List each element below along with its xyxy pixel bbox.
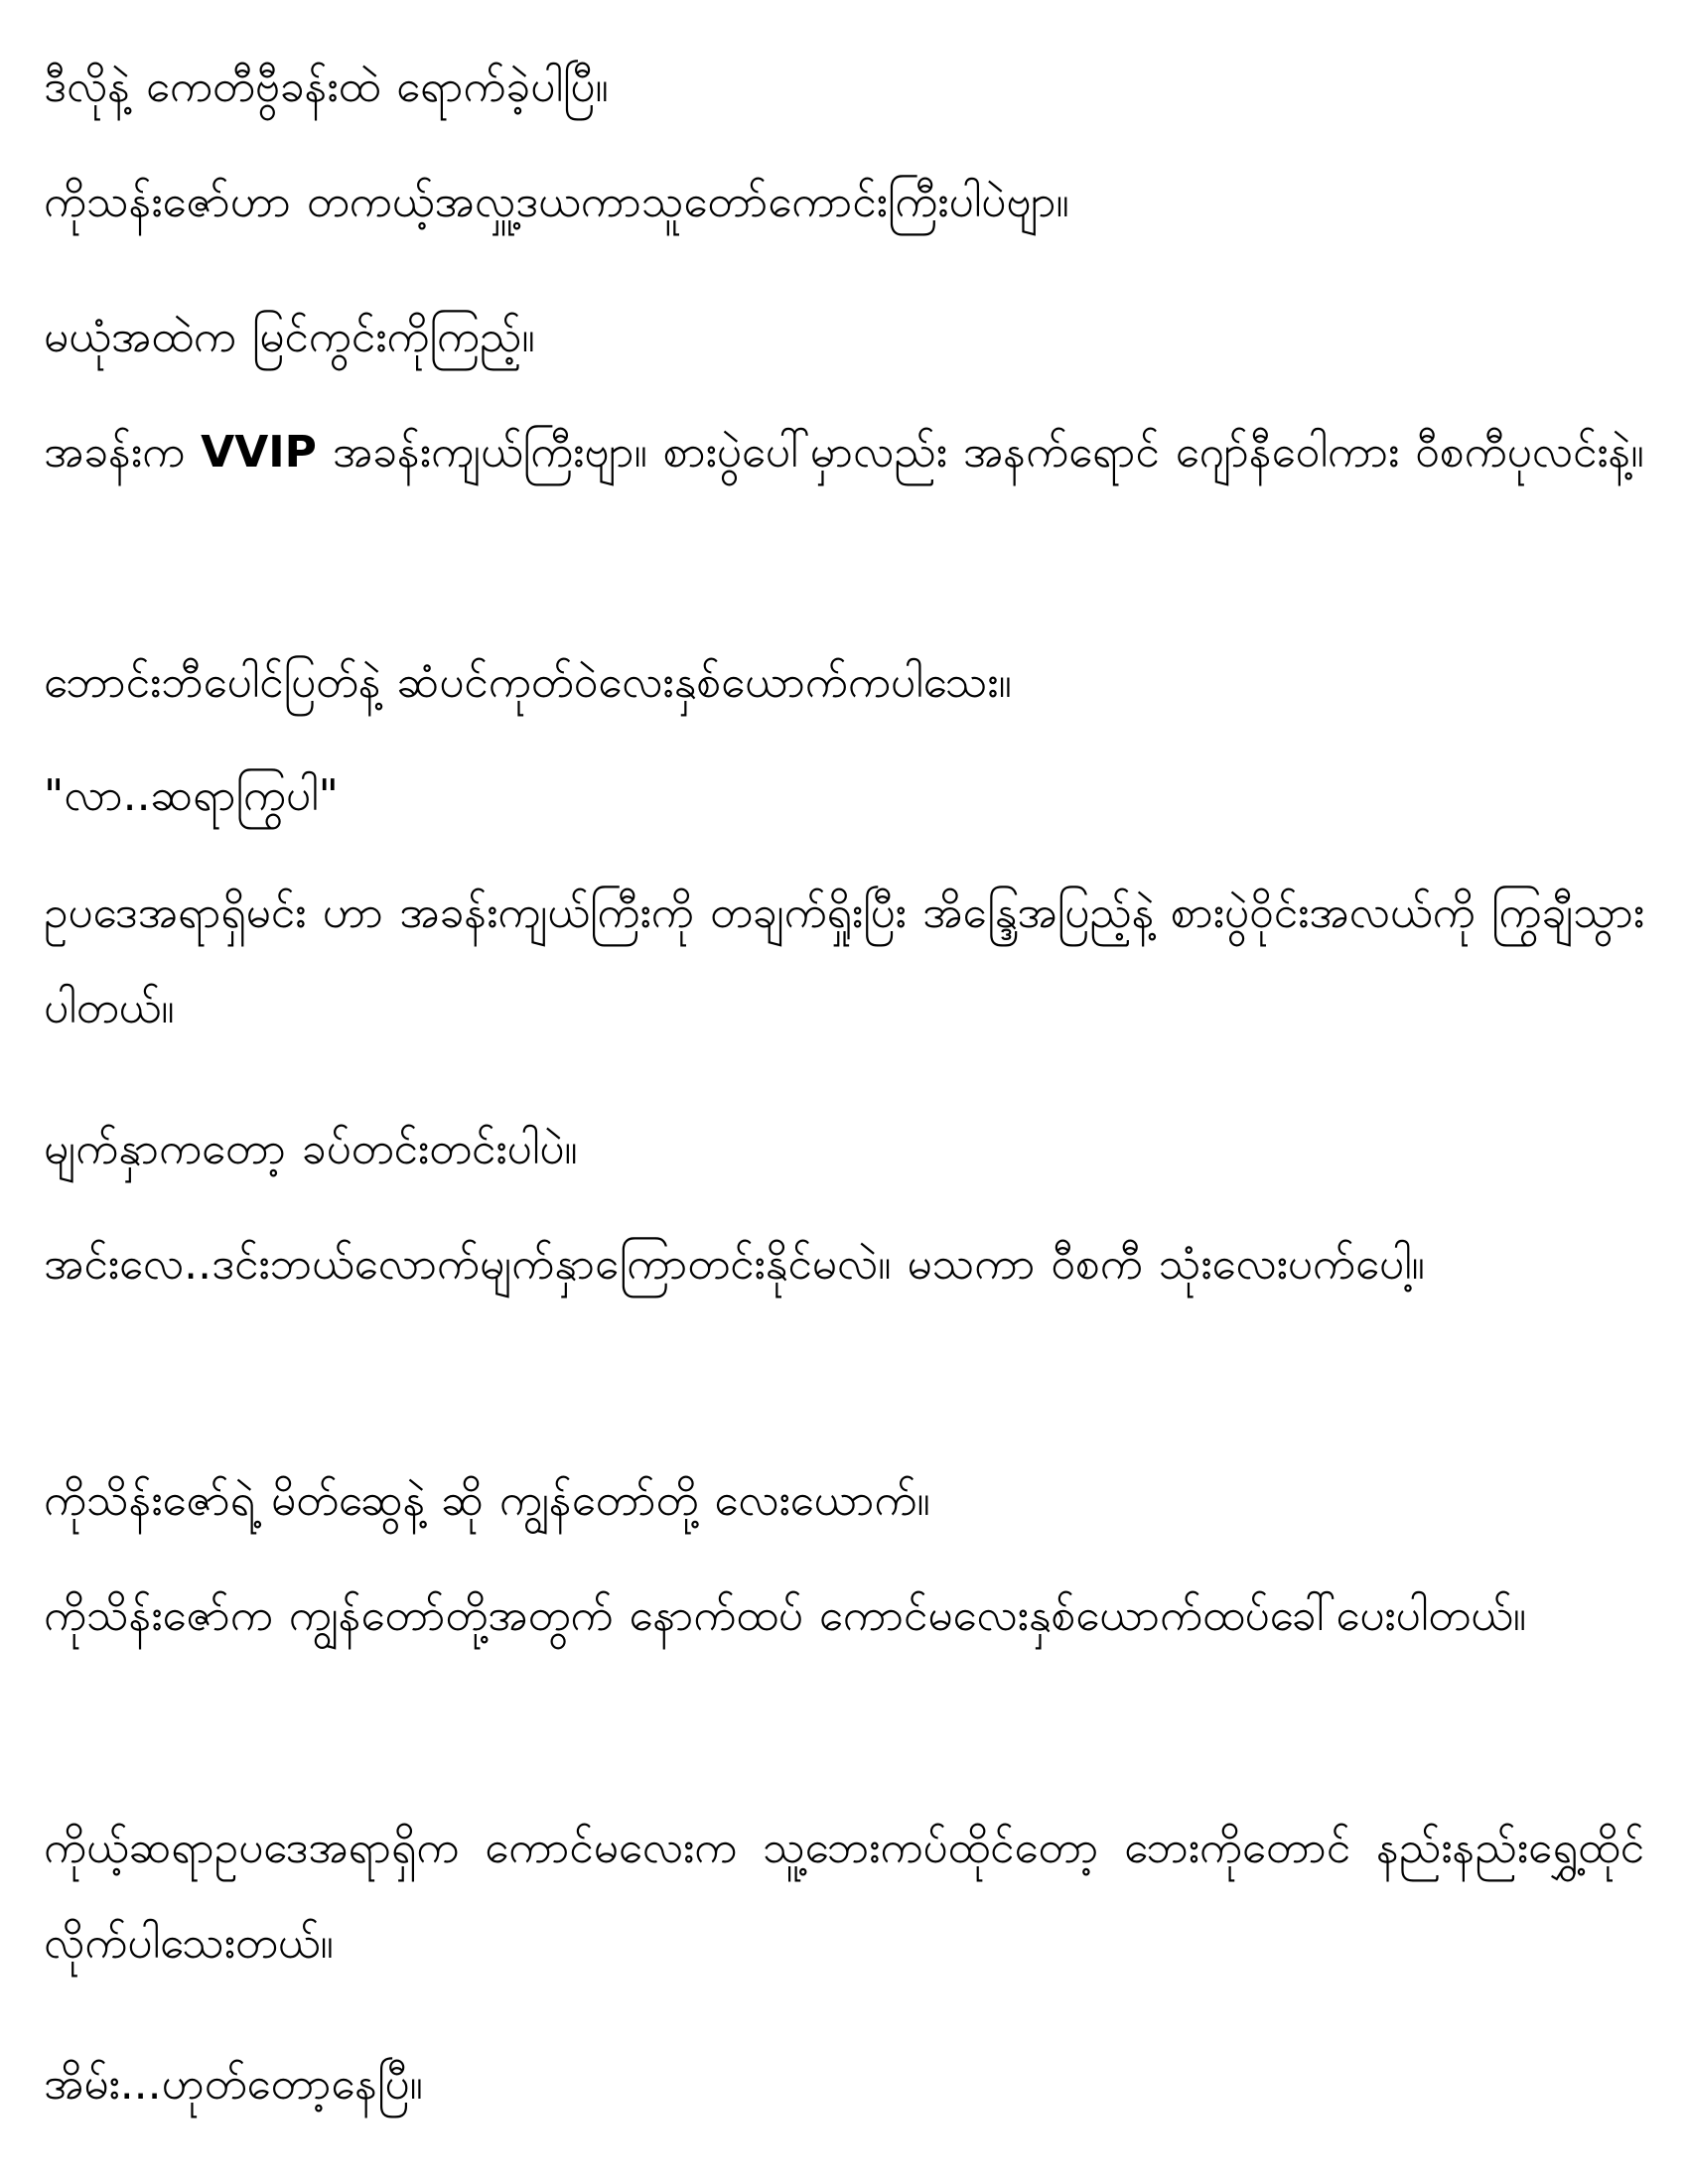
paragraph-text: အခန်းက bbox=[44, 427, 202, 478]
paragraph: ကိုယ့်ဆရာဥပဒေအရာရှိက ကောင်မလေးက သူ့ဘေးကပ်ထိုင်တော့ ဘေးကိုတောင် နည်းနည်းရွှေ့ထိုင်လိုက်ပါသေးတယ်။ bbox=[44, 1823, 1644, 1969]
paragraph: အိမ်း...ဟုတ်တော့နေပြီ။ bbox=[44, 2059, 423, 2110]
room-class-label: VVIP bbox=[201, 427, 317, 478]
paragraph: ဥပဒေအရာရှိမင်း ဟာ အခန်းကျယ်ကြီးကို တချက်ရှိုးပြီး အိန္ဒြေအပြည့်နဲ့ စားပွဲဝိုင်းအလယ်ကို ကြွချီသွားပါတယ်။ bbox=[44, 887, 1644, 1033]
paragraph: ကိုသိန်းဇော်ရဲ့ မိတ်ဆွေနဲ့ ဆို ကျွန်တော်တို့ လေးယောက်။ bbox=[44, 1475, 930, 1526]
paragraph: မျက်နှာကတော့ ခပ်တင်းတင်းပါပဲ။ bbox=[44, 1124, 578, 1174]
paragraph: အင်းလေ..ဒင်းဘယ်လောက်မျက်နှာကြောတင်းနိုင်မလဲ။ မသကာ ဝီစကီ သုံးလေးပက်ပေါ့။ bbox=[44, 1239, 1425, 1290]
paragraph bbox=[44, 405, 1644, 500]
paragraph: ကိုသိန်းဇော်က ကျွန်တော်တို့အတွက် နောက်ထပ် ကောင်မလေးနှစ်ယောက်ထပ်ခေါ်ပေးပါတယ်။ bbox=[44, 1590, 1527, 1641]
paragraph-text: အခန်းကျယ်ကြီးဗျာ။ စားပွဲပေါ်မှာလည်း အနက်ရောင် ဂျော်နီဝေါကား ဝီစကီပုလင်းနဲ့။ bbox=[316, 427, 1644, 478]
paragraph: ကိုသန်းဇော်ဟာ တကယ့်အလှူ့ဒယကာသူတော်ကောင်းကြီးပါပဲဗျာ။ bbox=[44, 177, 1069, 227]
dialogue-line: "လာ..ဆရာကြွပါ" bbox=[44, 770, 339, 821]
paragraph: မယုံအထဲက မြင်ကွင်းကိုကြည့်။ bbox=[44, 312, 535, 362]
paragraph: ဘောင်းဘီပေါင်ပြတ်နဲ့ ဆံပင်ကုတ်ဝဲလေးနှစ်ယောက်ကပါသေး။ bbox=[44, 657, 1012, 708]
paragraph: ဒီလိုနဲ့ ကေတီဗွီခန်းထဲ ရောက်ခဲ့ပါပြီ။ bbox=[44, 62, 609, 112]
